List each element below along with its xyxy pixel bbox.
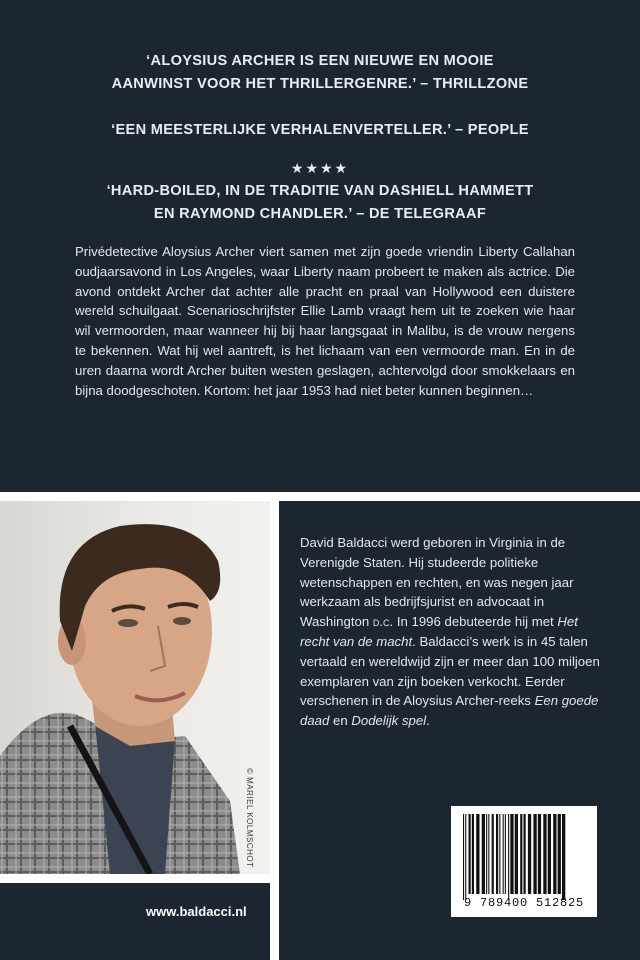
barcode-bar [520, 814, 522, 894]
quote-thrillzone [0, 50, 640, 96]
barcode-bar [465, 814, 466, 900]
barcode-bar [496, 814, 498, 894]
quote-telegraaf-line1: ‘HARD-BOILED, IN DE TRADITIE VAN DASHIELL HAMMETT [106, 183, 534, 199]
website-link[interactable]: www.baldacci.nl [146, 904, 247, 919]
barcode-bar [562, 814, 565, 900]
horizontal-divider [0, 492, 640, 501]
photo-credit: © MARIEL KOLMSCHOT [245, 768, 254, 868]
barcode-bar [524, 814, 526, 894]
barcode-bar [486, 814, 487, 894]
bio-dc: d.c. [372, 614, 394, 630]
quote-telegraaf [0, 180, 640, 226]
barcode-bar [503, 814, 504, 894]
barcode-bar [558, 814, 561, 894]
barcode-bar [548, 814, 551, 894]
author-bio [300, 533, 610, 731]
photo-bottom-divider [0, 874, 270, 883]
barcode-bar [533, 814, 536, 894]
quote-thrillzone-line2: AANWINST VOOR HET THRILLERGENRE.’ – THRILLZONE [111, 76, 529, 92]
bio-book-title-1: Het recht van de macht [300, 614, 578, 649]
quote-thrillzone-line1: ‘ALOYSIUS ARCHER IS EEN NIEUWE EN MOOIE [146, 53, 494, 69]
book-blurb: Privédetective Aloysius Archer viert samen met zijn goede vriendin Liberty Callahan oudjaarsavond in Los Angeles, waar Liberty naam probeert te maken als actrice. Die avond ontdekt Archer dat achter alle pracht en praal van Hollywood een duistere wereld schuilgaat. Scenarioschrijfster Ellie Lamb vraagt hem uit te zoeken wie haar wil vermoorden, maar wanneer hij bij haar langsgaat in Malibu, is de vrouw nergens te bekennen. Wat hij wel aantreft, is het lichaam van een vermoorde man. En in de uren daarna wordt Archer buiten westen geslagen, achtervolgd door smokkelaars en bijna doodgeschoten. Kortom: het jaar 1953 had niet beter kunnen beginnen… [75, 244, 575, 398]
website-panel [0, 883, 270, 960]
bio-text-4: en [329, 713, 352, 729]
vertical-divider [270, 501, 279, 960]
barcode-bar [463, 814, 464, 900]
author-photo [0, 501, 270, 874]
isbn-number: 9 789400 512825 [463, 896, 585, 910]
barcode-bar [492, 814, 494, 894]
bio-text-2: In 1996 debuteerde hij met [393, 614, 558, 630]
barcode-bar [510, 814, 513, 894]
star-rating: ★★★★ [290, 160, 350, 176]
barcode-bar [505, 814, 506, 894]
barcode-bar [508, 814, 509, 900]
quote-people: ‘EEN MEESTERLIJKE VERHALENVERTELLER.’ – PEOPLE [111, 122, 529, 138]
bio-text-5: . [426, 713, 430, 729]
barcode-bar [553, 814, 556, 894]
barcode-bar [482, 814, 485, 894]
barcode-bar [528, 814, 531, 894]
barcode-bar [488, 814, 489, 894]
barcode-bar [469, 814, 471, 894]
barcode-bar [476, 814, 479, 894]
barcode-bar [515, 814, 518, 894]
bio-text-3: . Baldacci’s werk is in 45 talen vertaald en wereldwijd zijn er meer dan 100 miljoen exemplaren van zijn boeken verkocht. Eerder verschenen in de Aloysius Archer-reeks [300, 633, 600, 709]
author-portrait-illustration [0, 501, 270, 874]
barcode-bar [538, 814, 541, 894]
barcode-bar [543, 814, 546, 894]
bio-book-title-3: Dodelijk spel [351, 713, 427, 729]
barcode-bar [499, 814, 500, 894]
bio-text-1: David Baldacci werd geboren in Virginia in de Verenigde Staten. Hij studeerde politieke wetenschappen en rechten, en was negen jaar werkzaam als bedrijfsjurist en advocaat in Washington [300, 535, 574, 630]
quote-telegraaf-line2: EN RAYMOND CHANDLER.’ – DE TELEGRAAF [153, 206, 487, 222]
barcode-bar [472, 814, 474, 894]
bio-book-title-2: Een goede daad [300, 693, 599, 729]
